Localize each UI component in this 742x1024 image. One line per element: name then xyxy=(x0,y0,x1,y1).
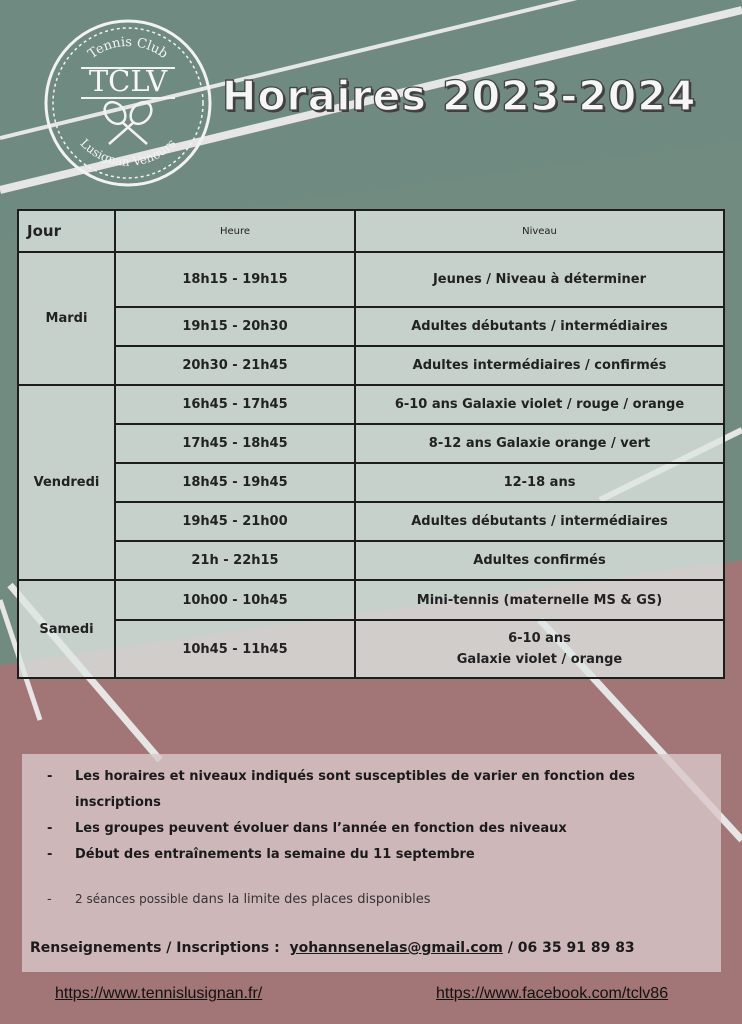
day-cell-vendredi: Vendredi xyxy=(18,385,115,580)
time-cell: 10h45 - 11h45 xyxy=(115,620,355,678)
table-row xyxy=(18,502,724,541)
notes-list xyxy=(47,764,687,868)
note-item: - Début des entraînements la semaine du 11 septembre xyxy=(47,842,687,868)
time-cell: 16h45 - 17h45 xyxy=(115,385,355,424)
column-header-time: Heure xyxy=(115,210,355,252)
time-cell: 18h45 - 19h45 xyxy=(115,463,355,502)
club-logo xyxy=(43,18,213,188)
level-cell: Adultes confirmés xyxy=(355,541,724,580)
dash-marker: - xyxy=(47,892,52,907)
logo-name: TCLV xyxy=(88,64,168,98)
level-cell: Adultes débutants / intermédiaires xyxy=(355,307,724,346)
time-cell: 19h45 - 21h00 xyxy=(115,502,355,541)
level-cell: 6-10 ans Galaxie violet / rouge / orange xyxy=(355,385,724,424)
contact-line xyxy=(30,940,635,956)
time-cell: 10h00 - 10h45 xyxy=(115,580,355,620)
table-header-row xyxy=(18,210,724,252)
level-cell: Adultes intermédiaires / confirmés xyxy=(355,346,724,385)
level-cell: Mini-tennis (maternelle MS & GS) xyxy=(355,580,724,620)
column-header-day: Jour xyxy=(18,210,115,252)
table-row xyxy=(18,385,724,424)
time-cell: 18h15 - 19h15 xyxy=(115,252,355,307)
level-cell: Jeunes / Niveau à déterminer xyxy=(355,252,724,307)
day-cell-mardi: Mardi xyxy=(18,252,115,385)
level-cell: Adultes débutants / intermédiaires xyxy=(355,502,724,541)
note-item: - Les groupes peuvent évoluer dans l’année en fonction des niveaux xyxy=(47,816,687,842)
table-row xyxy=(18,346,724,385)
table-row xyxy=(18,580,724,620)
logo-bottom-text: Lusignan Venours xyxy=(77,136,179,169)
facebook-link[interactable]: https://www.facebook.com/tclv86 xyxy=(436,985,669,1002)
page-title: Horaires 2023-2024 xyxy=(222,72,697,120)
level-cell: 8-12 ans Galaxie orange / vert xyxy=(355,424,724,463)
table-row xyxy=(18,463,724,502)
note-item: - Les horaires et niveaux indiqués sont susceptibles de varier en fonction des inscriptions xyxy=(47,764,687,816)
contact-phone: / 06 35 91 89 83 xyxy=(507,940,635,956)
column-header-level: Niveau xyxy=(355,210,724,252)
sub-note xyxy=(47,892,431,907)
notes-panel xyxy=(22,754,721,972)
level-line: Galaxie violet / orange xyxy=(456,652,623,667)
crossed-rackets-icon xyxy=(100,98,155,144)
time-cell: 20h30 - 21h45 xyxy=(115,346,355,385)
level-cell: 12-18 ans xyxy=(355,463,724,502)
time-cell: 21h - 22h15 xyxy=(115,541,355,580)
website-link[interactable]: https://www.tennislusignan.fr/ xyxy=(55,985,263,1002)
logo-top-text: Tennis Club xyxy=(85,34,171,62)
sub-note-part-b: dans la limite des places disponibles xyxy=(192,892,431,907)
sub-note-part-a: 2 séances possible xyxy=(75,892,189,906)
table-row xyxy=(18,620,724,678)
table-row xyxy=(18,424,724,463)
table-row xyxy=(18,252,724,307)
table-row xyxy=(18,307,724,346)
contact-email-link[interactable]: yohannsenelas@gmail.com xyxy=(289,940,503,956)
day-cell-samedi: Samedi xyxy=(18,580,115,678)
schedule-table xyxy=(17,209,725,679)
level-cell xyxy=(355,620,724,678)
time-cell: 19h15 - 20h30 xyxy=(115,307,355,346)
level-line: 6-10 ans xyxy=(508,631,571,646)
contact-label: Renseignements / Inscriptions : xyxy=(30,940,280,956)
table-row xyxy=(18,541,724,580)
time-cell: 17h45 - 18h45 xyxy=(115,424,355,463)
